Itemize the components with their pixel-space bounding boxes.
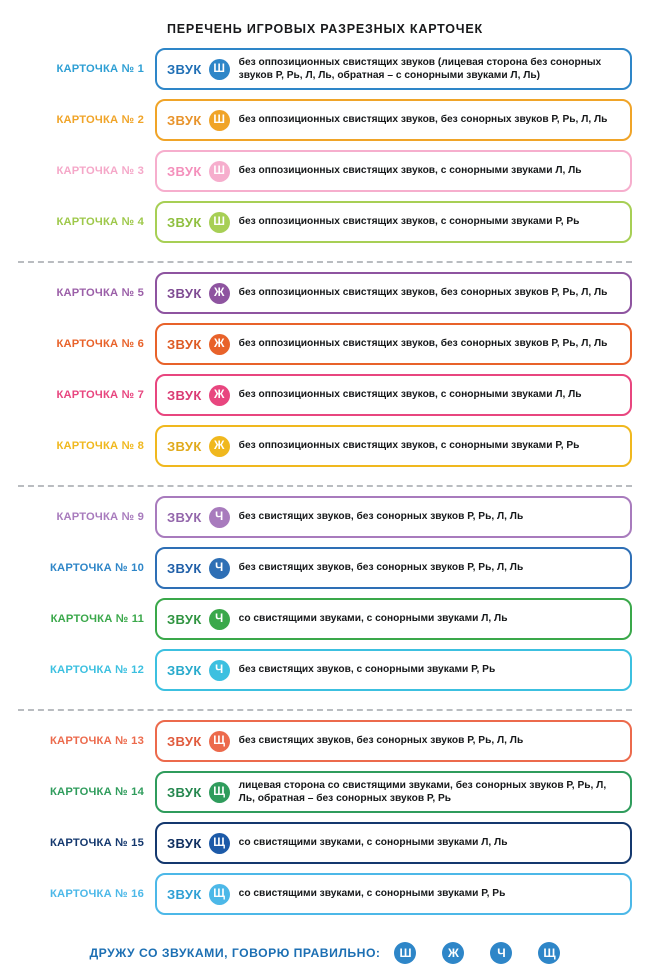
footer-slogan: ДРУЖУ СО ЗВУКАМИ, ГОВОРЮ ПРАВИЛЬНО: [89, 946, 381, 960]
zvuk-word: ЗВУК [167, 835, 202, 851]
card-description-text: без оппозиционных свистящих звуков, без сонорных звуков Р, Рь, Л, Ль [238, 338, 608, 350]
card-description-text: без оппозиционных свистящих звуков, с сонорными звуками Л, Ль [238, 165, 582, 177]
sound-letter-bubble: Ш [209, 212, 230, 233]
card-row [18, 771, 632, 813]
page-title: ПЕРЕЧЕНЬ ИГРОВЫХ РАЗРЕЗНЫХ КАРТОЧЕК [167, 22, 483, 36]
sound-letter-bubble: Щ [209, 833, 230, 854]
zvuk-word: ЗВУК [167, 285, 202, 301]
zvuk-word: ЗВУК [167, 112, 202, 128]
card-number-label: КАРТОЧКА № 6 [56, 338, 144, 350]
card-group [18, 261, 632, 483]
card-description-box [155, 598, 632, 640]
card-description-text: без свистящих звуков, с сонорными звуками Р, Рь [238, 664, 496, 676]
card-number-label: КАРТОЧКА № 14 [50, 786, 144, 798]
card-groups [18, 48, 632, 931]
card-row [18, 649, 632, 691]
zvuk-word: ЗВУК [167, 438, 202, 454]
zvuk-word: ЗВУК [167, 387, 202, 403]
card-number-label: КАРТОЧКА № 7 [56, 389, 144, 401]
card-number-label: КАРТОЧКА № 13 [50, 735, 144, 747]
footer-sound-bubble: Ч [490, 942, 512, 964]
zvuk-word: ЗВУК [167, 336, 202, 352]
zvuk-word: ЗВУК [167, 784, 202, 800]
card-number-label: КАРТОЧКА № 16 [50, 888, 144, 900]
sound-letter-bubble: Ж [209, 436, 230, 457]
card-description-text: без оппозиционных свистящих звуков, с сонорными звуками Р, Рь [238, 216, 580, 228]
card-description-text: без свистящих звуков, без сонорных звуков Р, Рь, Л, Ль [238, 735, 524, 747]
sound-letter-bubble: Ж [209, 334, 230, 355]
card-description-text: без оппозиционных свистящих звуков, с сонорными звуками Р, Рь [238, 440, 580, 452]
card-row [18, 323, 632, 365]
sound-letter-bubble: Щ [209, 884, 230, 905]
card-description-text: без свистящих звуков, без сонорных звуков Р, Рь, Л, Ль [238, 562, 524, 574]
zvuk-word: ЗВУК [167, 61, 202, 77]
card-group [18, 48, 632, 259]
footer-sound-bubbles [394, 942, 560, 964]
card-description-text: лицевая сторона со свистящими звуками, без сонорных звуков Р, Рь, Л, Ль, обратная – без сонорных звуков Р, Рь [238, 779, 607, 804]
sound-letter-bubble: Ш [209, 59, 230, 80]
card-description-box [155, 771, 632, 813]
zvuk-word: ЗВУК [167, 662, 202, 678]
card-description-box [155, 425, 632, 467]
card-description-text: со свистящими звуками, с сонорными звуками Л, Ль [238, 837, 508, 849]
card-row [18, 201, 632, 243]
card-group [18, 709, 632, 931]
sound-letter-bubble: Ш [209, 110, 230, 131]
card-description-box [155, 374, 632, 416]
sound-letter-bubble: Ж [209, 385, 230, 406]
card-description-box [155, 150, 632, 192]
footer-sound-bubble: Ш [394, 942, 416, 964]
footer-sound-bubble: Щ [538, 942, 560, 964]
card-row [18, 425, 632, 467]
card-number-label: КАРТОЧКА № 4 [56, 216, 144, 228]
card-row [18, 272, 632, 314]
card-number-label: КАРТОЧКА № 12 [50, 664, 144, 676]
card-description-text: без оппозиционных свистящих звуков, без сонорных звуков Р, Рь, Л, Ль [238, 114, 608, 126]
card-row [18, 873, 632, 915]
card-description-box [155, 201, 632, 243]
card-number-label: КАРТОЧКА № 3 [56, 165, 144, 177]
sound-letter-bubble: Ч [209, 558, 230, 579]
card-number-label: КАРТОЧКА № 11 [50, 613, 144, 625]
card-description-box [155, 649, 632, 691]
card-row [18, 48, 632, 90]
zvuk-word: ЗВУК [167, 509, 202, 525]
card-row [18, 822, 632, 864]
zvuk-word: ЗВУК [167, 611, 202, 627]
sound-letter-bubble: Щ [209, 782, 230, 803]
card-description-box [155, 873, 632, 915]
card-description-text: без свистящих звуков, без сонорных звуков Р, Рь, Л, Ль [238, 511, 524, 523]
card-description-box [155, 99, 632, 141]
card-number-label: КАРТОЧКА № 5 [56, 287, 144, 299]
card-description-box [155, 48, 632, 90]
sound-letter-bubble: Ш [209, 161, 230, 182]
zvuk-word: ЗВУК [167, 886, 202, 902]
card-number-label: КАРТОЧКА № 2 [56, 114, 144, 126]
zvuk-word: ЗВУК [167, 163, 202, 179]
zvuk-word: ЗВУК [167, 214, 202, 230]
sound-letter-bubble: Ч [209, 609, 230, 630]
sound-letter-bubble: Ч [209, 660, 230, 681]
card-row [18, 99, 632, 141]
card-description-text: со свистящими звуками, с сонорными звуками Л, Ль [238, 613, 508, 625]
footer-sound-bubble: Ж [442, 942, 464, 964]
card-number-label: КАРТОЧКА № 15 [50, 837, 144, 849]
card-row [18, 150, 632, 192]
card-group [18, 485, 632, 707]
card-row [18, 720, 632, 762]
card-row [18, 374, 632, 416]
card-description-text: без оппозиционных свистящих звуков, с сонорными звуками Л, Ль [238, 389, 582, 401]
sound-letter-bubble: Щ [209, 731, 230, 752]
card-number-label: КАРТОЧКА № 9 [56, 511, 144, 523]
card-description-text: со свистящими звуками, с сонорными звуками Р, Рь [238, 888, 506, 900]
card-row [18, 547, 632, 589]
card-description-box [155, 822, 632, 864]
card-description-box [155, 272, 632, 314]
card-row [18, 496, 632, 538]
zvuk-word: ЗВУК [167, 733, 202, 749]
card-number-label: КАРТОЧКА № 8 [56, 440, 144, 452]
card-description-text: без оппозиционных свистящих звуков (лицевая сторона без сонорных звуков Р, Рь, Л, Ль, обратная – с сонорными звуками Л, Ль) [238, 56, 602, 81]
footer [18, 942, 632, 964]
card-description-text: без оппозиционных свистящих звуков, без сонорных звуков Р, Рь, Л, Ль [238, 287, 608, 299]
card-description-box [155, 547, 632, 589]
card-description-box [155, 323, 632, 365]
card-description-box [155, 720, 632, 762]
card-number-label: КАРТОЧКА № 1 [56, 63, 144, 75]
card-number-label: КАРТОЧКА № 10 [50, 562, 144, 574]
card-row [18, 598, 632, 640]
sound-letter-bubble: Ч [209, 507, 230, 528]
sound-letter-bubble: Ж [209, 283, 230, 304]
zvuk-word: ЗВУК [167, 560, 202, 576]
card-description-box [155, 496, 632, 538]
